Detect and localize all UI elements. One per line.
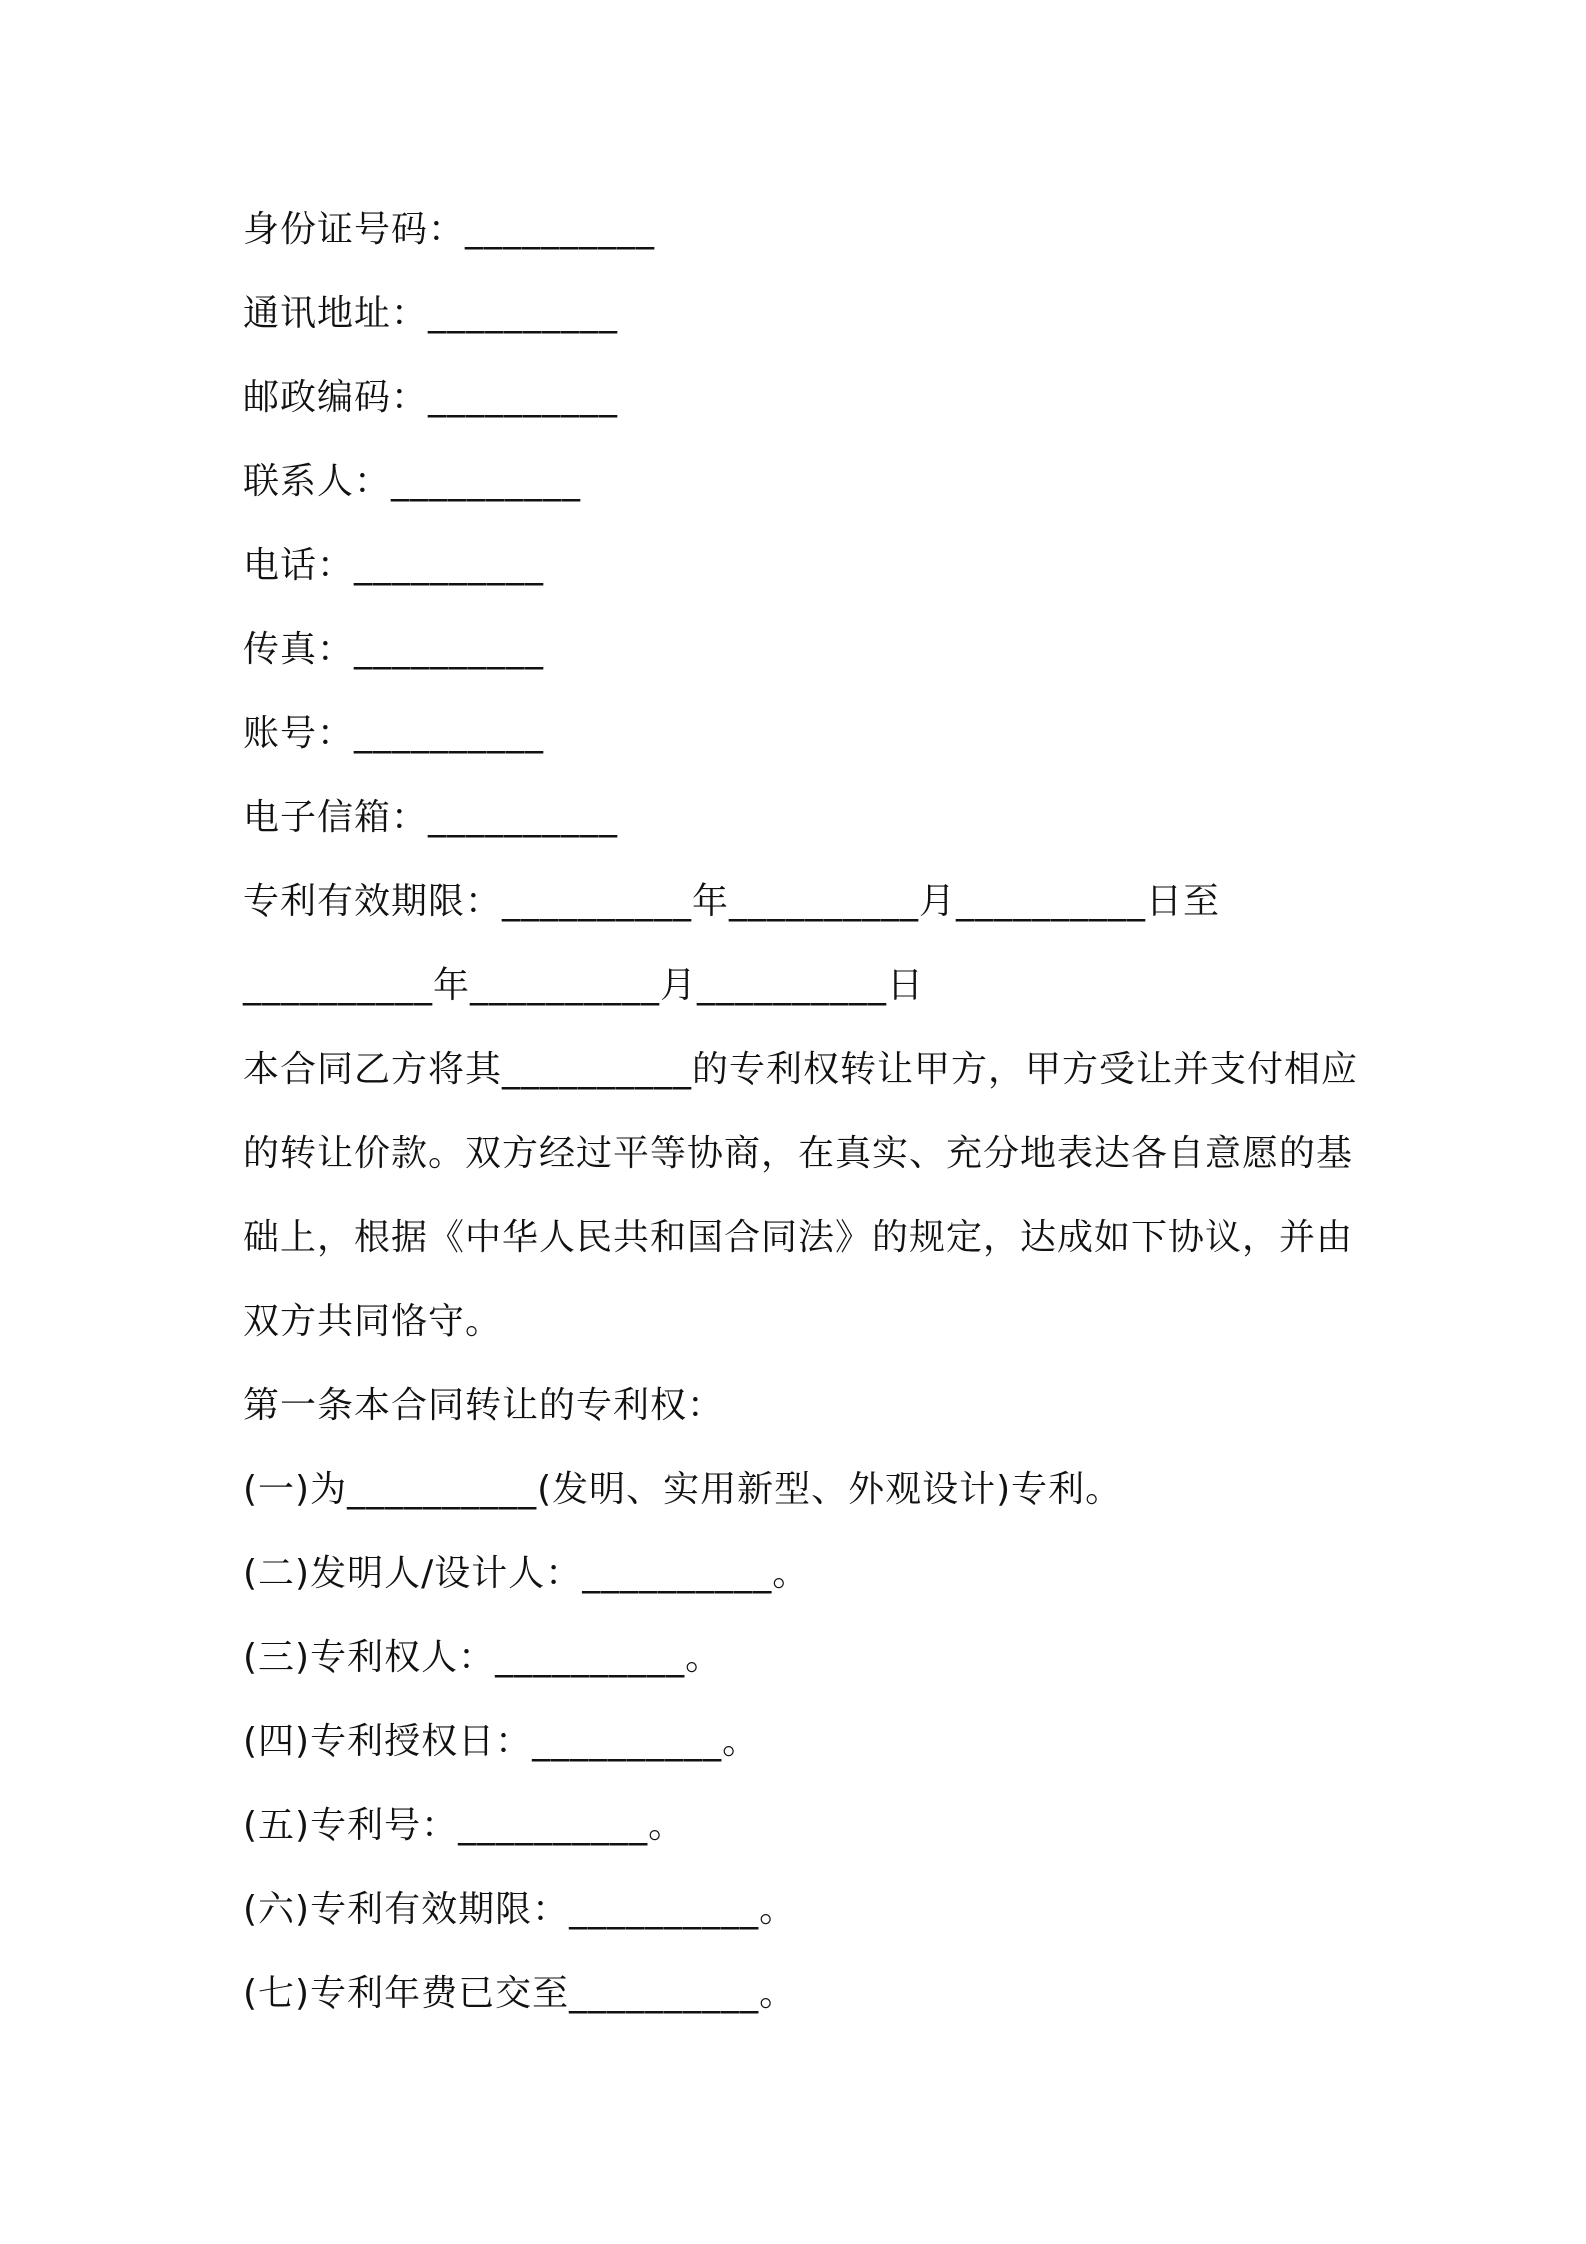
paragraph-line: 的转让价款。双方经过平等协商，在真实、充分地表达各自意愿的基 [243,1133,1354,1174]
field-address: 通讯地址：__________ [243,293,619,334]
clause-item: (一)为__________(发明、实用新型、外观设计)专利。 [243,1469,1123,1510]
paragraph-line: 双方共同恪守。 [243,1301,503,1342]
field-fax: 传真：__________ [243,629,545,670]
field-validity-end: __________年__________月__________日 [243,965,924,1006]
clause-item: (三)专利权人：__________。 [243,1637,723,1678]
clause-item: (七)专利年费已交至__________。 [243,1973,797,2014]
field-phone: 电话：__________ [243,545,545,586]
article-heading: 第一条本合同转让的专利权： [243,1385,725,1426]
clause-item: (四)专利授权日：__________。 [243,1721,760,1762]
document-page [243,0,1373,2244]
field-contact: 联系人：__________ [243,461,582,502]
clause-item: (二)发明人/设计人：__________。 [243,1553,810,1594]
field-postcode: 邮政编码：__________ [243,377,619,418]
field-id-number: 身份证号码：__________ [243,209,656,250]
field-validity-start: 专利有效期限：__________年__________月__________日至 [243,881,1221,922]
field-email: 电子信箱：__________ [243,797,619,838]
paragraph-line: 本合同乙方将其__________的专利权转让甲方，甲方受让并支付相应 [243,1049,1359,1090]
paragraph-line: 础上，根据《中华人民共和国合同法》的规定，达成如下协议，并由 [243,1217,1354,1258]
clause-item: (五)专利号：__________。 [243,1805,686,1846]
clause-item: (六)专利有效期限：__________。 [243,1889,797,1930]
field-account: 账号：__________ [243,713,545,754]
